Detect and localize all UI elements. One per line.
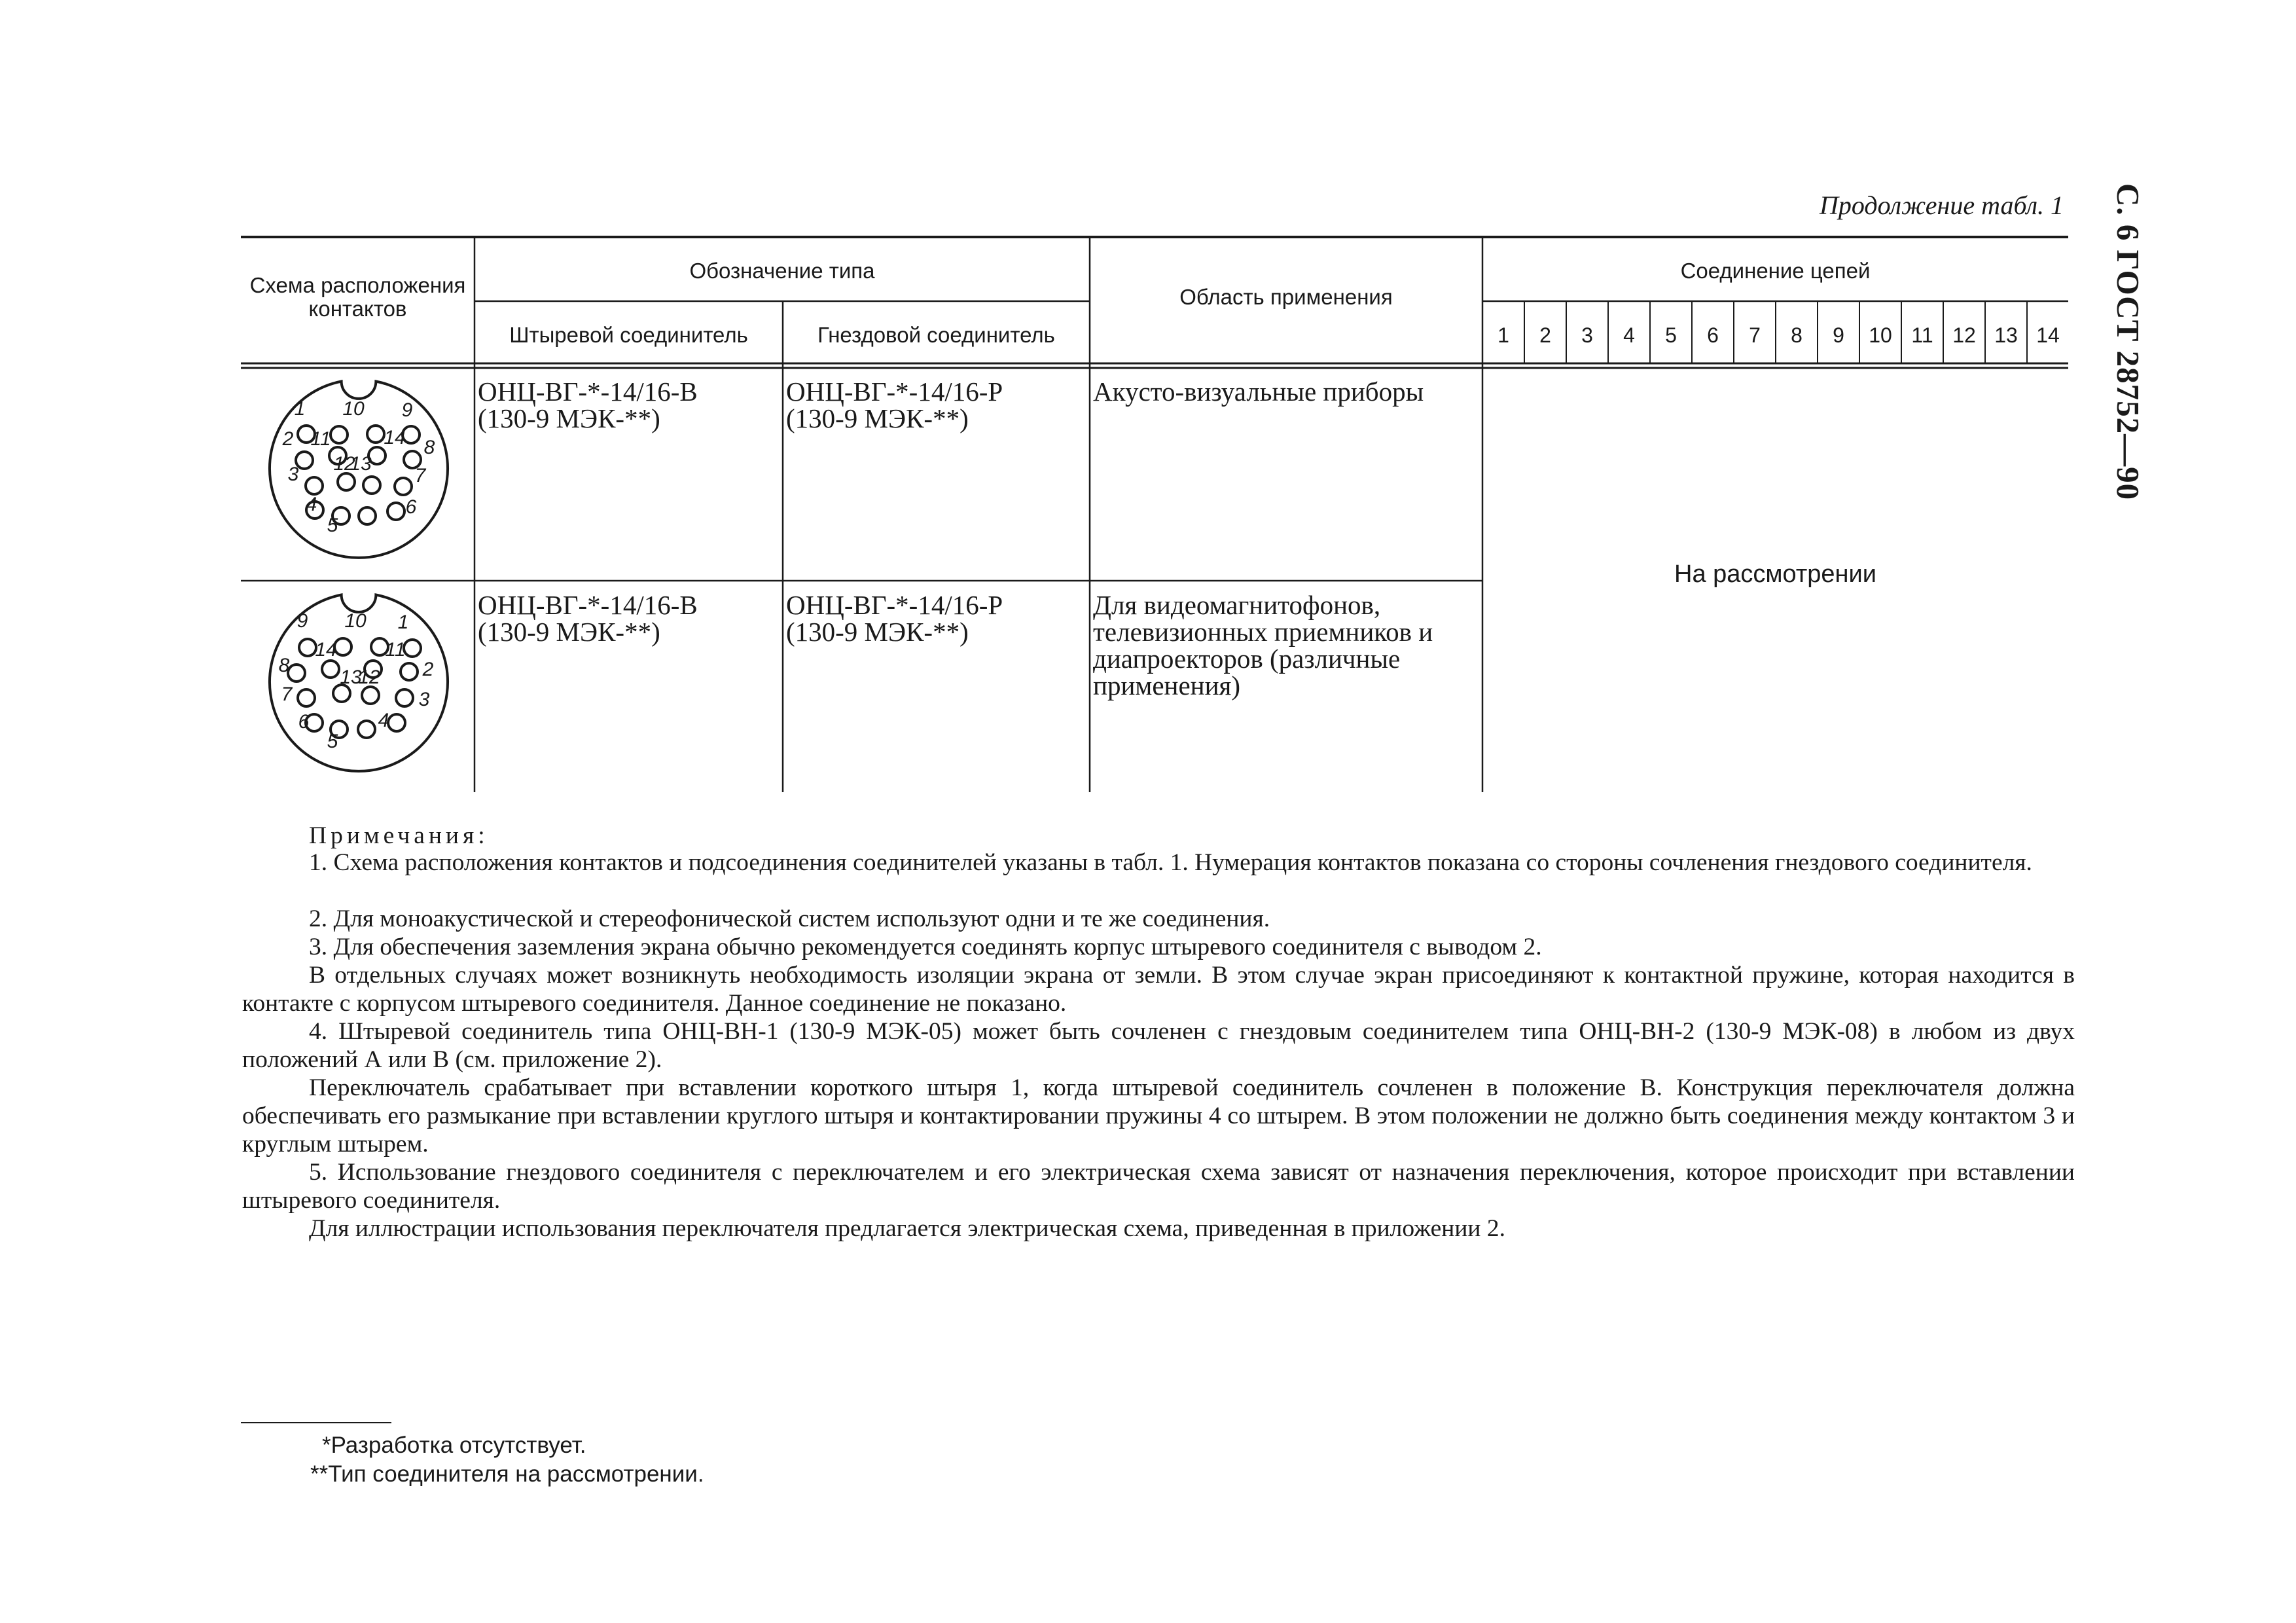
contact-label: 6 [298, 711, 310, 733]
note-paragraph: Для иллюстрации использования переключателя предлагается электрическая схема, приведенная в приложении 2. [309, 1215, 1505, 1242]
note-paragraph: В отдельных случаях может возникнуть необходимость изоляции экрана от земли. В этом случае экран присоединяют к контактной пружине, которая находится в контакте с корпусом штыревого соединителя. Данное соединение не показано. [242, 962, 2075, 1017]
page-side-header: С. 6 ГОСТ 28752—90 [2110, 183, 2146, 501]
contact-label: 7 [414, 465, 426, 486]
contact-label: 13 [350, 453, 372, 475]
contact-label: 1 [397, 611, 409, 633]
contact-label: 13 [340, 666, 362, 688]
note-paragraph: 2. Для моноакустической и стереофонической систем используют одни и те же соединения. [309, 905, 1270, 932]
contact-label: 3 [418, 689, 430, 710]
contact-label: 12 [333, 453, 355, 475]
contact-label: 14 [384, 427, 406, 448]
footnote-separator [241, 1422, 391, 1423]
socket-connector-type: ОНЦ-ВГ-*-14/16-Р (130-9 МЭК-**) [786, 590, 1003, 647]
circuit-number: 14 [2036, 323, 2060, 347]
column-header-socket-connector: Гнездовой соединитель [817, 323, 1055, 347]
contact-label: 5 [327, 515, 338, 536]
contact-label: 7 [281, 684, 293, 705]
contact-label: 10 [342, 398, 365, 420]
application-area: Акусто-визуальные приборы [1093, 376, 1424, 407]
contact-label: 2 [422, 659, 434, 680]
circuit-number: 7 [1749, 323, 1761, 347]
pin-connector-type: ОНЦ-ВГ-*-14/16-В (130-9 МЭК-**) [478, 590, 698, 647]
contact-label: 10 [344, 610, 367, 632]
contact-scheme-row-1 [260, 372, 457, 568]
circuit-number: 2 [1539, 323, 1551, 347]
column-header-type-designation: Обозначение типа [689, 259, 875, 283]
column-header-circuit-connection: Соединение цепей [1680, 259, 1871, 283]
circuit-number: 10 [1869, 323, 1892, 347]
contact-label: 14 [315, 639, 337, 661]
contact-label: 2 [282, 428, 294, 450]
pin-connector-type: ОНЦ-ВГ-*-14/16-В (130-9 МЭК-**) [478, 376, 698, 433]
circuit-number: 13 [1994, 323, 2018, 347]
contact-label: 4 [378, 710, 389, 731]
column-header-pin-connector: Штыревой соединитель [509, 323, 748, 347]
contact-label: 8 [423, 437, 435, 458]
contact-label: 8 [278, 655, 290, 676]
circuit-number: 8 [1791, 323, 1803, 347]
contact-label: 6 [405, 496, 417, 518]
column-header-scheme: Схема расположения контактов [249, 273, 466, 321]
circuit-connection-under-review: На рассмотрении [1674, 560, 1876, 588]
table-continuation-label: Продолжение табл. 1 [1820, 191, 2064, 220]
note-paragraph: 4. Штыревой соединитель типа ОНЦ-ВН-1 (130-9 МЭК-05) может быть сочленен с гнездовым соединителем типа ОНЦ-ВН-2 (130-9 МЭК-08) в любом из двух положений А или В (см. приложение 2). [242, 1018, 2075, 1073]
contact-label: 5 [327, 731, 338, 752]
column-header-application: Область применения [1179, 285, 1393, 309]
circuit-number: 9 [1833, 323, 1844, 347]
application-area: Для видеомагнитофонов, телевизионных приемников и диапроекторов (различные применения) [1093, 590, 1433, 701]
contact-label: 9 [401, 399, 413, 421]
contact-label: 12 [358, 666, 380, 688]
contact-label: 4 [306, 494, 317, 515]
contact-label: 3 [287, 464, 299, 485]
contact-scheme-row-2 [260, 585, 457, 782]
note-paragraph: 1. Схема расположения контактов и подсоединения соединителей указаны в табл. 1. Нумерация контактов показана со стороны сочленения гнездового соединителя. [309, 849, 2032, 876]
circuit-number: 1 [1498, 323, 1509, 347]
circuit-number: 6 [1707, 323, 1719, 347]
note-paragraph: 3. Для обеспечения заземления экрана обычно рекомендуется соединять корпус штыревого соединителя с выводом 2. [309, 934, 1542, 960]
circuit-number: 4 [1623, 323, 1635, 347]
contact-label: 1 [294, 398, 306, 420]
circuit-number: 12 [1952, 323, 1976, 347]
contact-label: 9 [296, 610, 308, 632]
note-paragraph: Переключатель срабатывает при вставлении короткого штыря 1, когда штыревой соединитель сочленен в положение В. Конструкция переключателя должна обеспечивать его размыкание при вставлении круглого штыря и контактировании пружины 4 со штырем. В этом положении не должно быть соединения между контактом 3 и круглым штырем. [242, 1074, 2075, 1158]
circuit-number: 3 [1581, 323, 1593, 347]
contact-label: 11 [310, 428, 331, 450]
note-paragraph: 5. Использование гнездового соединителя с переключателем и его электрическая схема зависят от назначения переключения, которое происходит при вставлении штыревого соединителя. [242, 1159, 2075, 1214]
footnote: *Разработка отсутствует. [322, 1432, 586, 1458]
socket-connector-type: ОНЦ-ВГ-*-14/16-Р (130-9 МЭК-**) [786, 376, 1003, 433]
circuit-number: 5 [1665, 323, 1677, 347]
contact-label: 11 [385, 639, 406, 661]
notes-title: Примечания: [309, 822, 489, 849]
footnote: **Тип соединителя на рассмотрении. [310, 1461, 704, 1487]
circuit-number: 11 [1911, 323, 1933, 347]
